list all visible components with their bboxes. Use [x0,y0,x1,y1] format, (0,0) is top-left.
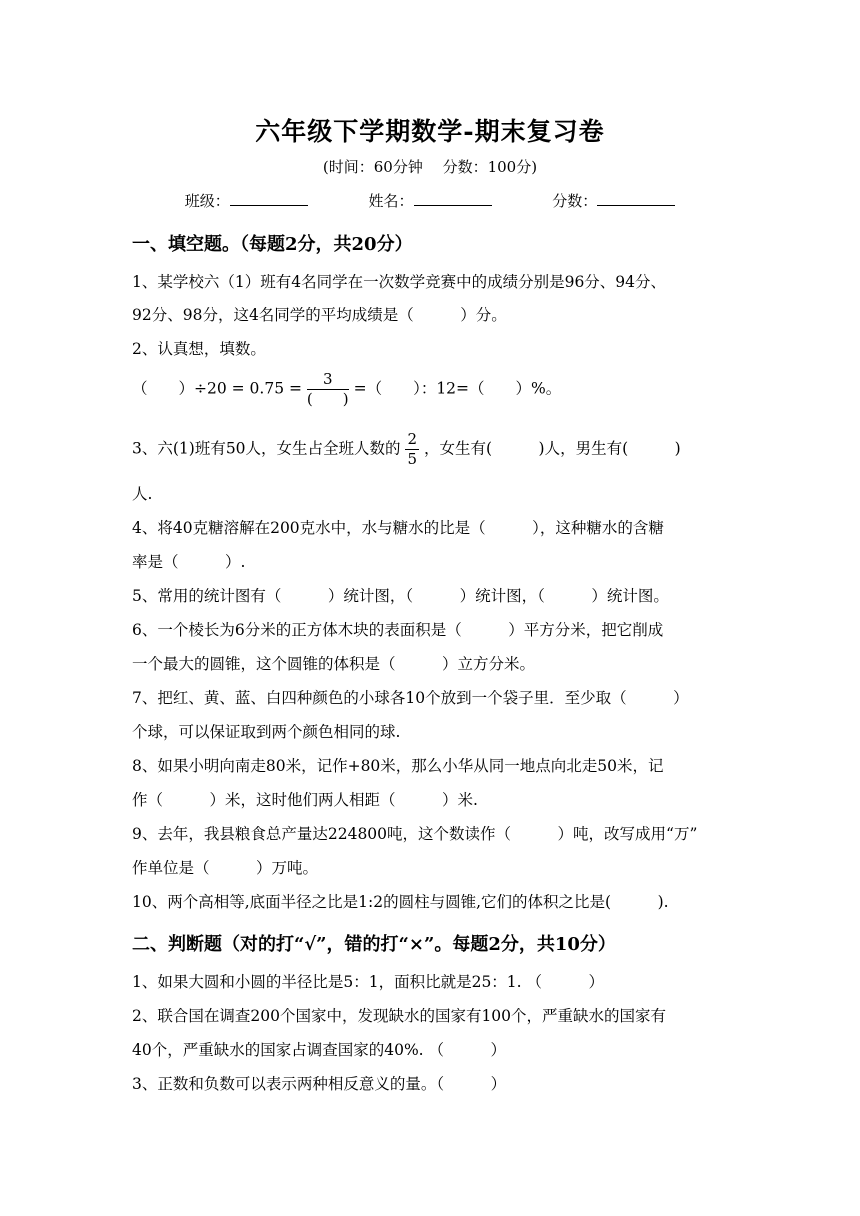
q7-line-2: 个球，可以保证取到两个颜色相同的球. [132,723,401,741]
q8-line-1: 8、如果小明向南走80米，记作+80米，那么小华从同一地点向北走50米，记 [132,757,664,775]
q2-fraction [307,372,349,407]
name-blank [414,191,492,206]
q3-frac-den: 5 [407,450,418,468]
q3-frac-num: 2 [407,430,418,448]
q9-line-2: 作单位是（ ）万吨。 [132,859,319,877]
q3-line-2: 人. [132,485,153,503]
q4-line-1: 4、将40克糖溶解在200克水中，水与糖水的比是（ ），这种糖水的含糖 [132,519,664,537]
q1-line-1: 1、某学校六（1）班有4名同学在一次数学竞赛中的成绩分别是96分、94分、 [132,273,667,291]
q4-line-2: 率是（ ）. [132,553,246,571]
q3-after: ，女生有( )人，男生有( ) [423,439,681,458]
judge-q1-line: 1、如果大圆和小圆的半径比是5：1，面积比就是25：1. （ ） [132,973,605,991]
q2-equation [132,372,561,407]
student-info-row [0,190,860,211]
judge-q2-line-1: 2、联合国在调查200个国家中，发现缺水的国家有100个，严重缺水的国家有 [132,1007,667,1025]
exam-subtitle: (时间：60分钟 分数：100分) [322,158,538,176]
q3-before: 3、六(1)班有50人，女生占全班人数的 [132,439,401,458]
score-blank [597,191,675,206]
q2-prompt: 2、认真想，填数。 [132,340,266,358]
q3-fraction [405,432,419,467]
q5-line: 5、常用的统计图有（ ）统计图，（ ）统计图，（ ）统计图。 [132,587,669,605]
q3-line [132,432,681,467]
score-label: 分数： [552,192,598,210]
class-blank [230,191,308,206]
q6-line-2: 一个最大的圆锥，这个圆锥的体积是（ ）立方分米。 [132,655,536,673]
class-label: 班级： [184,192,230,210]
section2-heading: 二、判断题（对的打“√”，错的打“×”。每题2分，共10分） [132,934,616,955]
page-title: 六年级下学期数学-期末复习卷 [255,117,605,146]
q2-left: （ ）÷20 = 0.75 = [132,379,302,398]
section1-heading: 一、填空题。（每题2分，共20分） [132,234,413,255]
q8-line-2: 作（ ）米，这时他们两人相距（ ）米. [132,791,478,809]
judge-q2-line-2: 40个，严重缺水的国家占调查国家的40%. （ ） [132,1041,507,1059]
q10-line: 10、两个高相等,底面半径之比是1:2的圆柱与圆锥,它们的体积之比是( ). [132,893,669,911]
q1-line-2: 92分、98分，这4名同学的平均成绩是（ ）分。 [132,306,507,324]
q6-line-1: 6、一个棱长为6分米的正方体木块的表面积是（ ）平方分米，把它削成 [132,621,664,639]
name-label: 姓名： [368,192,414,210]
q2-frac-den: ( ) [306,390,349,408]
q2-frac-num: 3 [323,370,333,388]
q7-line-1: 7、把红、黄、蓝、白四种颜色的小球各10个放到一个袋子里．至少取（ ） [132,689,689,707]
judge-q3-line: 3、正数和负数可以表示两种相反意义的量。（ ） [132,1075,507,1093]
q9-line-1: 9、去年，我县粮食总产量达224800吨，这个数读作（ ）吨，改写成用“万” [132,825,698,843]
q2-right: =（ ）：12=（ ）%。 [353,379,562,398]
